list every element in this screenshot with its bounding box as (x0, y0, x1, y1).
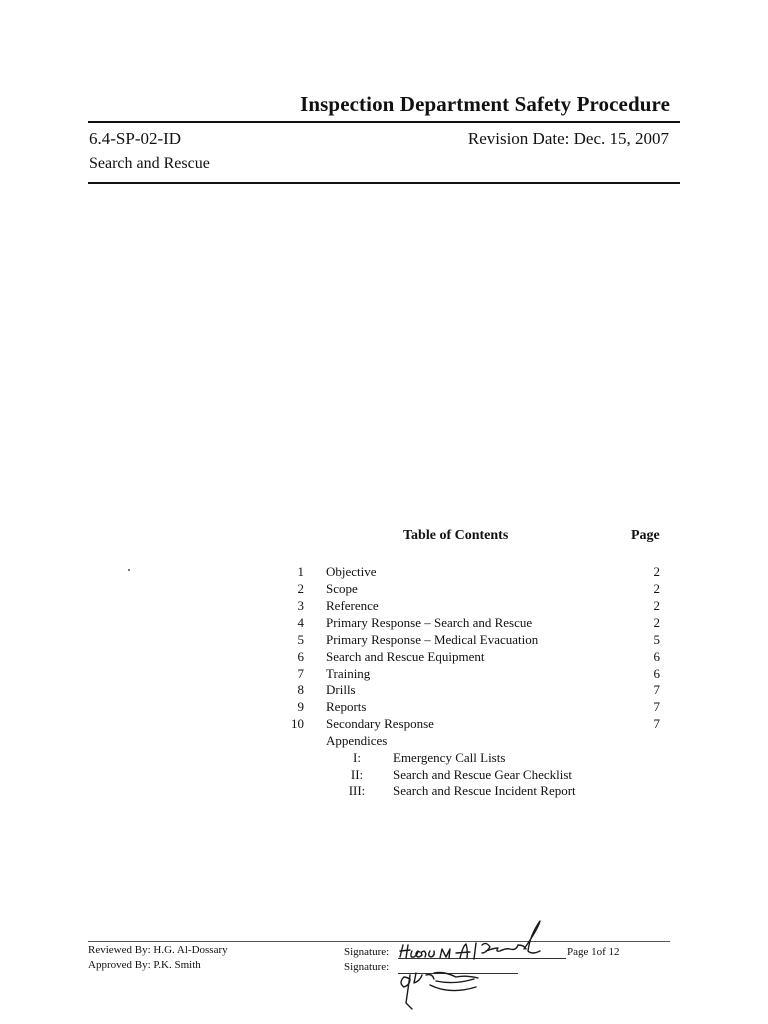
appendix-label: Emergency Call Lists (393, 750, 506, 765)
toc-entry-page: 5 (653, 632, 660, 647)
toc-entry (270, 632, 660, 649)
toc-entry (270, 649, 660, 666)
handwritten-signatures (390, 915, 580, 1015)
document-id: 6.4-SP-02-ID (89, 129, 182, 148)
toc-entry-number: 3 (297, 598, 304, 613)
footer-rule (88, 941, 670, 942)
toc-entry-number: 6 (297, 649, 304, 664)
appendix-entry (320, 783, 660, 800)
appendix-entry (320, 750, 660, 767)
approved-by: Approved By: P.K. Smith (88, 959, 201, 971)
signature-reviewer-stroke (400, 945, 450, 958)
signature-label-approver: Signature: (344, 961, 390, 973)
signature-reviewer-stroke-2 (456, 943, 526, 959)
appendix-label: Search and Rescue Gear Checklist (393, 767, 573, 782)
toc-entry (270, 615, 660, 632)
toc-entry-page: 7 (653, 699, 660, 714)
toc-entry (270, 699, 660, 716)
appendix-numeral: I: (353, 750, 361, 765)
scan-speck (128, 569, 130, 571)
toc-entry-label: Search and Rescue Equipment (326, 649, 485, 664)
signature-label-reviewer: Signature: (344, 946, 390, 958)
toc-entry-number: 2 (297, 581, 304, 596)
toc-entry-page: 2 (653, 598, 660, 613)
toc-entry-number: 5 (297, 632, 304, 647)
toc-entry-page: 7 (653, 716, 660, 731)
revision-date: Revision Date: Dec. 15, 2007 (467, 129, 669, 148)
toc-entry-label: Objective (326, 564, 377, 579)
toc-entry-page: 6 (653, 649, 660, 664)
header-rule-top (88, 121, 680, 123)
toc-entry-label: Secondary Response (326, 716, 434, 731)
toc-entry-page: 7 (653, 682, 660, 697)
appendix-numeral: III: (348, 783, 366, 798)
toc-entry-label: Reference (326, 598, 379, 613)
header-rule-bottom (88, 182, 680, 184)
toc-entry-number: 7 (297, 666, 304, 681)
toc-entry (270, 716, 660, 733)
document-title: Inspection Department Safety Procedure (300, 92, 670, 116)
toc-entry-label: Training (326, 666, 371, 681)
toc-entry-number: 1 (297, 564, 304, 579)
page-indicator: Page 1of 12 (567, 946, 620, 958)
appendix-entry (320, 767, 660, 784)
toc-entry-label: Drills (326, 682, 356, 697)
toc-entry (270, 666, 660, 683)
toc-entry-page: 2 (653, 564, 660, 579)
document-subject: Search and Rescue (89, 155, 210, 172)
toc-entry (270, 598, 660, 615)
toc-entry-page: 2 (653, 615, 660, 630)
appendices-heading: Appendices (326, 733, 388, 748)
toc-entry-number: 4 (297, 615, 304, 630)
toc-entry (270, 581, 660, 598)
toc-entry-page: 2 (653, 581, 660, 596)
toc-page-heading: Page (631, 528, 660, 543)
appendix-numeral: II: (350, 767, 364, 782)
toc-entry-label: Primary Response – Search and Rescue (326, 615, 533, 630)
appendix-label: Search and Rescue Incident Report (393, 783, 576, 798)
reviewed-by: Reviewed By: H.G. Al-Dossary (88, 944, 228, 956)
toc-entry-number: 9 (297, 699, 304, 714)
toc-heading: Table of Contents (403, 528, 509, 543)
toc-entry-number: 8 (297, 682, 304, 697)
toc-entry-number: 10 (291, 716, 304, 731)
signature-approver-stroke (401, 973, 478, 1010)
signature-reviewer-flourish (524, 921, 540, 953)
toc-entry (270, 682, 660, 699)
toc-entry (270, 564, 660, 581)
toc-entry-label: Primary Response – Medical Evacuation (326, 632, 539, 647)
toc-entry-label: Reports (326, 699, 367, 714)
toc-entry-page: 6 (653, 666, 660, 681)
toc-entry-label: Scope (326, 581, 358, 596)
